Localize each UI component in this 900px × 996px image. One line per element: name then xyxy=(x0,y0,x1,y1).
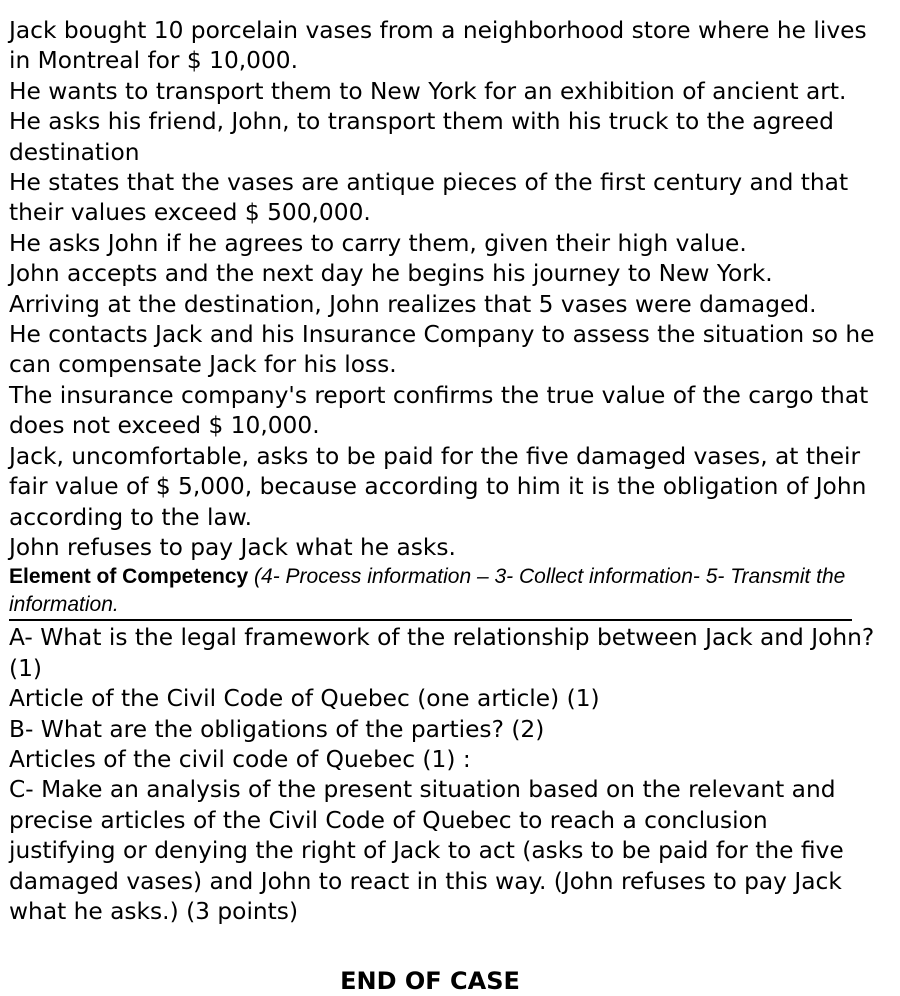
question-b-articles: Articles of the civil code of Quebec (1) : xyxy=(9,745,471,773)
case-paragraph: John accepts and the next day he begins his journey to New York. xyxy=(9,260,773,288)
case-paragraph: Arriving at the destination, John realizes that 5 vases were damaged. xyxy=(9,290,817,318)
question-c: C- Make an analysis of the present situation based on the relevant and precise articles of the Civil Code of Quebec to reach a conclusion justifying or denying the right of Jack to act (asks to be paid for the five damaged vases) and John to react in this way. (John refuses to pay Jack what he asks.) (3 points) xyxy=(9,776,844,925)
competency-heading xyxy=(9,563,852,621)
case-paragraph: He states that the vases are antique pieces of the first century and that their values exceed $ 500,000. xyxy=(9,169,849,227)
case-paragraph: He asks his friend, John, to transport them with his truck to the agreed destination xyxy=(9,108,834,166)
case-paragraph: Jack, uncomfortable, asks to be paid for the five damaged vases, at their fair value of $ 5,000, because according to him it is the obligation of John according to the law. xyxy=(9,442,867,531)
question-a: A- What is the legal framework of the relationship between Jack and John? (1) xyxy=(9,624,875,682)
case-paragraph: The insurance company's report confirms the true value of the cargo that does not exceed $ 10,000. xyxy=(9,381,869,440)
case-document xyxy=(9,16,879,927)
case-text xyxy=(9,16,879,563)
question-b: B- What are the obligations of the parties? (2) xyxy=(9,715,545,743)
competency-detail: (4- Process information – 3- Collect information- 5- Transmit the information. xyxy=(9,565,846,617)
competency-label: Element of Competency xyxy=(9,565,249,589)
question-a-article: Article of the Civil Code of Quebec (one article) (1) xyxy=(9,685,600,713)
case-paragraph: Jack bought 10 porcelain vases from a neighborhood store where he lives in Montreal for $ 10,000. xyxy=(9,17,867,75)
questions-section xyxy=(9,623,879,927)
case-paragraph: He wants to transport them to New York for an exhibition of ancient art. xyxy=(9,77,847,105)
case-paragraph: He contacts Jack and his Insurance Company to assess the situation so he can compensate Jack for his loss. xyxy=(9,321,875,379)
case-paragraph: He asks John if he agrees to carry them, given their high value. xyxy=(9,229,747,257)
end-of-case-heading: END OF CASE xyxy=(340,967,520,995)
case-paragraph: John refuses to pay Jack what he asks. xyxy=(9,533,456,561)
